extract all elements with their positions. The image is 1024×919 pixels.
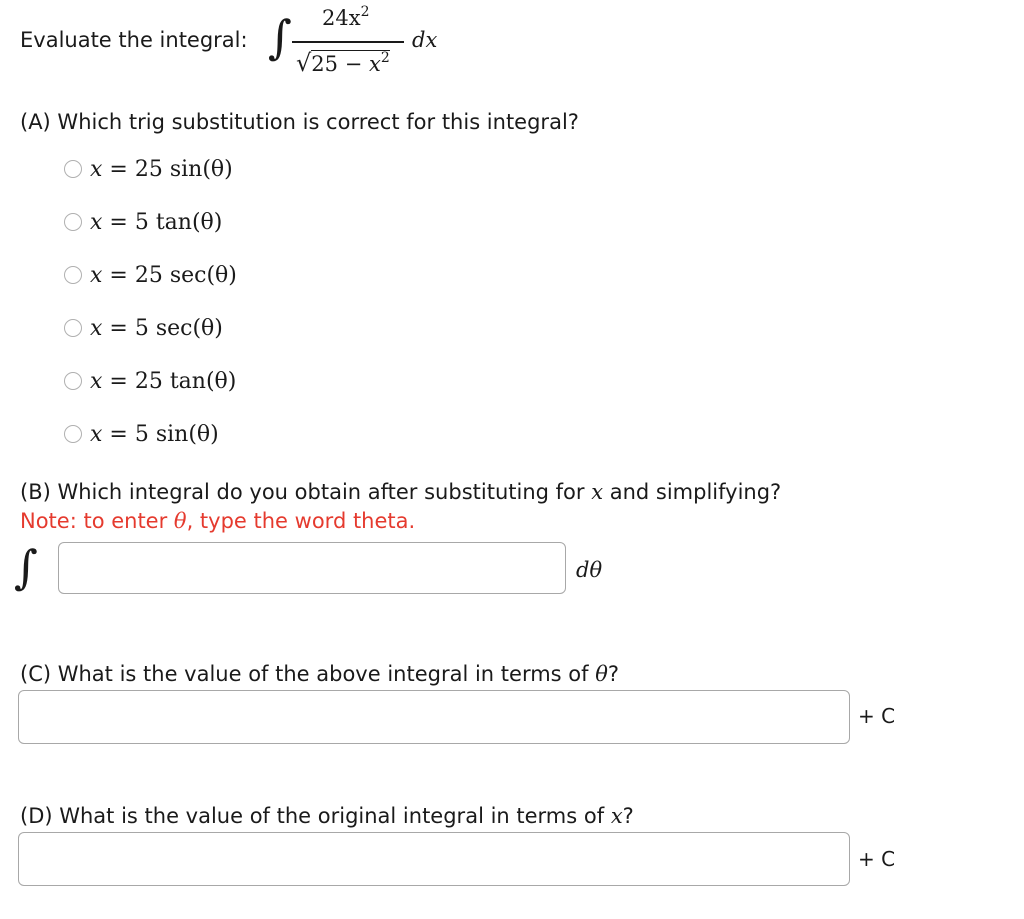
denominator-var: x: [368, 52, 381, 76]
question-a: (A) Which trig substitution is correct for this integral?: [20, 110, 579, 134]
radio-button[interactable]: [64, 425, 82, 443]
option-1[interactable]: [64, 154, 233, 184]
option-4[interactable]: [64, 313, 223, 343]
question-b-var: x: [591, 480, 604, 504]
radio-button[interactable]: [64, 160, 82, 178]
radio-button[interactable]: [64, 266, 82, 284]
d-theta-label: dθ: [576, 558, 603, 582]
question-b: (B) Which integral do you obtain after substituting for x and simplifying?: [20, 480, 782, 504]
integral-sign: ∫: [268, 10, 292, 64]
question-d-var: x: [610, 804, 623, 828]
integral-sign: ∫: [14, 540, 38, 594]
theta-answer-input[interactable]: [18, 690, 850, 744]
option-label: x = 25 tan(θ): [90, 368, 237, 394]
option-label: x = 25 sin(θ): [90, 156, 233, 182]
numerator-base: 24x: [322, 6, 361, 30]
question-c-var: θ: [595, 662, 608, 686]
evaluate-label: Evaluate the integral:: [20, 28, 248, 52]
denominator-exponent: 2: [380, 50, 390, 66]
option-label: x = 5 sec(θ): [90, 315, 223, 341]
option-5[interactable]: [64, 366, 236, 396]
option-label: x = 5 tan(θ): [90, 209, 223, 235]
plus-c-label: + C: [858, 704, 896, 728]
sqrt-icon: √: [296, 49, 312, 77]
option-3[interactable]: [64, 260, 237, 290]
fraction-bar: [292, 41, 404, 43]
x-answer-input[interactable]: [18, 832, 850, 886]
plus-c-label: + C: [858, 847, 896, 871]
question-c: (C) What is the value of the above integral in terms of θ?: [20, 662, 620, 686]
radio-button[interactable]: [64, 213, 82, 231]
note-b-var: θ: [173, 509, 187, 533]
fraction-denominator: [296, 49, 390, 77]
fraction-numerator: [322, 6, 370, 30]
denominator-const: 25 −: [311, 52, 369, 76]
header-differential: dx: [412, 28, 438, 52]
option-6[interactable]: [64, 419, 219, 449]
option-label: x = 25 sec(θ): [90, 262, 237, 288]
option-2[interactable]: [64, 207, 222, 237]
sqrt-radicand: [311, 50, 389, 76]
numerator-exponent: 2: [360, 4, 370, 20]
radio-button[interactable]: [64, 372, 82, 390]
integral-answer-input[interactable]: [58, 542, 566, 594]
radio-button[interactable]: [64, 319, 82, 337]
note-b: Note: to enter θ, type the word theta.: [20, 509, 416, 533]
option-label: x = 5 sin(θ): [90, 421, 219, 447]
question-d: (D) What is the value of the original integral in terms of x?: [20, 804, 634, 828]
